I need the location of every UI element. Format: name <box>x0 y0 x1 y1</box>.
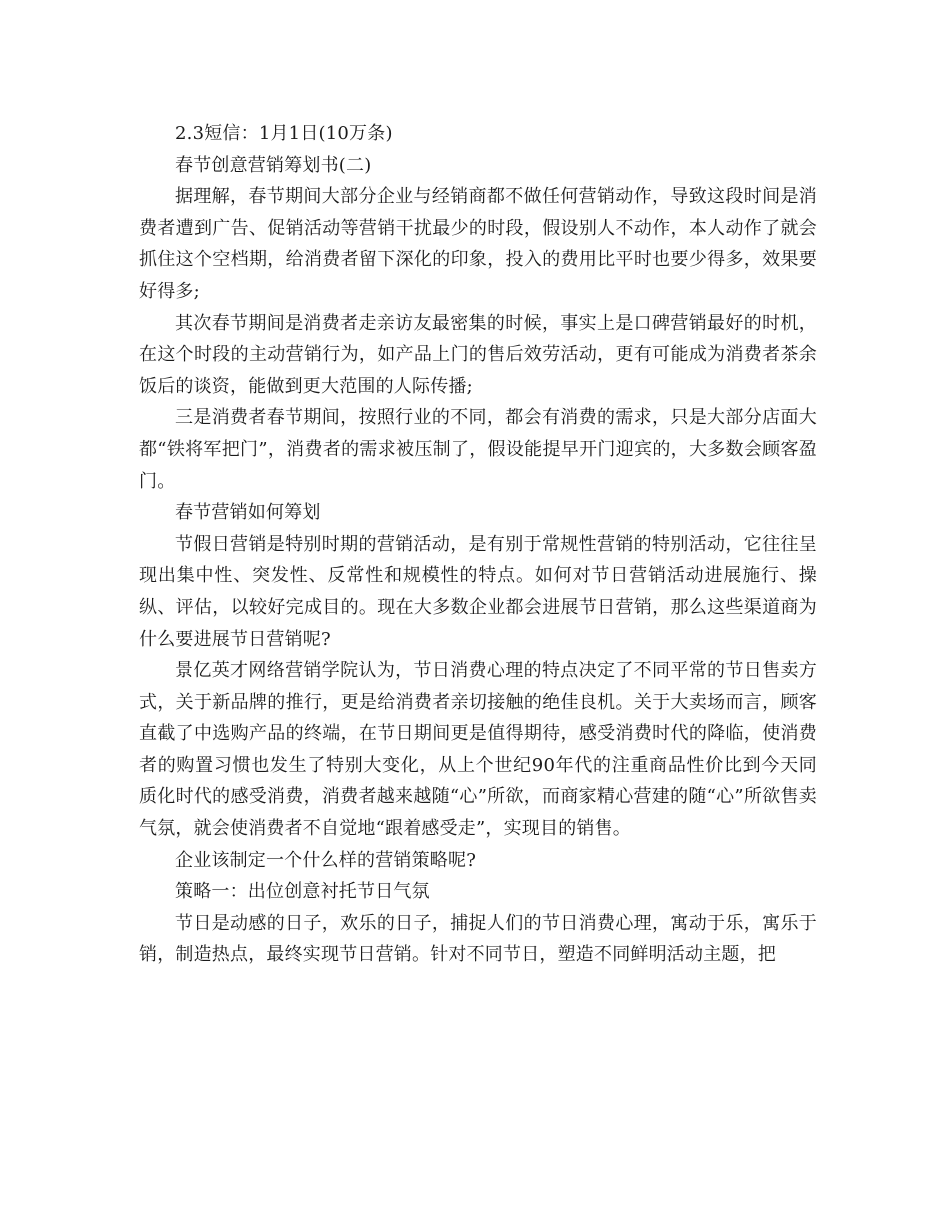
section-title-plan-two: 春节创意营销筹划书(二) <box>175 154 372 176</box>
paragraph-holiday-marketing: 节假日营销是特别时期的营销活动，是有别于常规性营销的特别活动，它往往呈现出集中性、突发性、反常性和规模性的特点。如何对节日营销活动进展施行、操纵、评估，以较好完成目的。现在大多数企业都会进展节日营销，那么这些渠道商为什么要进展节日营销呢? <box>139 533 817 650</box>
section-title-how-to-plan: 春节营销如何筹划 <box>175 502 321 524</box>
paragraph-reason-one: 据理解，春节期间大部分企业与经销商都不做任何营销动作，导致这段时间是消费者遭到广告、促销活动等营销干扰最少的时段，假设别人不动作，本人动作了就会抓住这个空档期，给消费者留下深化的印象，投入的费用比平时也要少得多，效果要好得多; <box>139 186 817 302</box>
strategy-one-title: 策略一：出位创意衬托节日气氛 <box>175 881 430 903</box>
question-strategy: 企业该制定一个什么样的营销策略呢? <box>175 849 477 871</box>
sms-line: 2.3短信：1月1日(10万条) <box>175 123 393 144</box>
document-body <box>139 118 817 971</box>
paragraph-strategy-one: 节日是动感的日子，欢乐的日子，捕捉人们的节日消费心理，寓动于乐，寓乐于销，制造热点，最终实现节日营销。针对不同节日，塑造不同鲜明活动主题，把 <box>139 912 817 966</box>
paragraph-reason-two: 其次春节期间是消费者走亲访友最密集的时候，事实上是口碑营销最好的时机，在这个时段的主动营销行为，如产品上门的售后效劳活动，更有可能成为消费者茶余饭后的谈资，能做到更大范围的人际传播; <box>139 312 817 397</box>
paragraph-consumer-psychology: 景亿英才网络营销学院认为，节日消费心理的特点决定了不同平常的节日售卖方式，关于新品牌的推行，更是给消费者亲切接触的绝佳良机。关于大卖场而言，顾客直截了中选购产品的终端，在节日期间更是值得期待，感受消费时代的降临，使消费者的购置习惯也发生了特别大变化，从上个世纪90年代的注重商品性价比到今天同质化时代的感受消费，消费者越来越随“心”所欲，而商家精心营建的随“心”所欲售卖气氛，就会使消费者不自觉地“跟着感受走”，实现目的销售。 <box>139 660 817 840</box>
paragraph-reason-three: 三是消费者春节期间，按照行业的不同，都会有消费的需求，只是大部分店面大都“铁将军把门”，消费者的需求被压制了，假设能提早开门迎宾的，大多数会顾客盈门。 <box>139 407 817 492</box>
